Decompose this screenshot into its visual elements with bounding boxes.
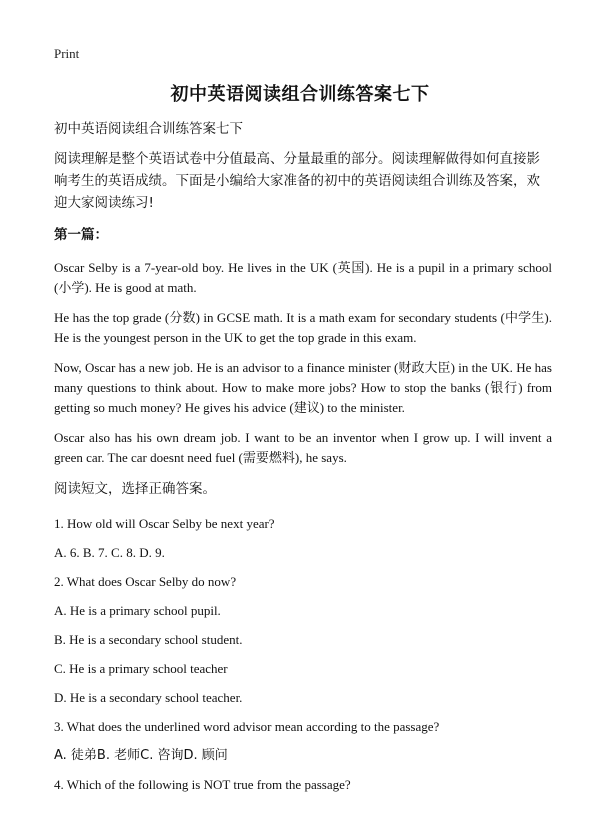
question-1-options: A. 6. B. 7. C. 8. D. 9. — [54, 545, 165, 560]
passage-paragraph-4: Oscar also has his own dream job. I want to be an inventor when I grow up. I will invent a green car. The car doesnt need fuel (需要燃料), he says. — [54, 430, 552, 465]
question-2-option-d: D. He is a secondary school teacher. — [54, 690, 243, 705]
question-2: 2. What does Oscar Selby do now? — [54, 574, 237, 589]
question-2-option-c: C. He is a primary school teacher — [54, 661, 228, 676]
subtitle: 初中英语阅读组合训练答案七下 — [54, 121, 243, 137]
question-1: 1. How old will Oscar Selby be next year? — [54, 516, 275, 531]
passage-paragraph-3: Now, Oscar has a new job. He is an advisor to a finance minister (财政大臣) in the UK. He has many questions to think about. How to make more jobs? How to stop the banks (银行) from getting so much money? He gives his advice (建议) to the minister. — [54, 360, 552, 415]
question-4: 4. Which of the following is NOT true from the passage? — [54, 777, 351, 792]
question-3-options: A. 徒弟B. 老师C. 咨询D. 顾问 — [54, 748, 228, 763]
passage-paragraph-1: Oscar Selby is a 7-year-old boy. He lives in the UK (英国). He is a pupil in a primary school (小学). He is good at math. — [54, 260, 552, 295]
passage-paragraph-2: He has the top grade (分数) in GCSE math. It is a math exam for secondary students (中学生). He is the youngest person in the UK to get the top grade in this exam. — [54, 310, 552, 345]
question-3: 3. What does the underlined word advisor mean according to the passage? — [54, 719, 440, 734]
intro-paragraph: 阅读理解是整个英语试卷中分值最高、分量最重的部分。阅读理解做得如何直接影响考生的英语成绩。下面是小编给大家准备的初中的英语阅读组合训练及答案，欢迎大家阅读练习! — [54, 151, 540, 211]
instruction: 阅读短文，选择正确答案。 — [54, 481, 216, 497]
question-2-option-b: B. He is a secondary school student. — [54, 632, 243, 647]
page-title: 初中英语阅读组合训练答案七下 — [170, 84, 430, 105]
article-body — [54, 118, 552, 804]
section-title: 第一篇： — [54, 227, 108, 243]
question-2-option-a: A. He is a primary school pupil. — [54, 603, 221, 618]
print-link[interactable]: Print — [54, 46, 80, 61]
